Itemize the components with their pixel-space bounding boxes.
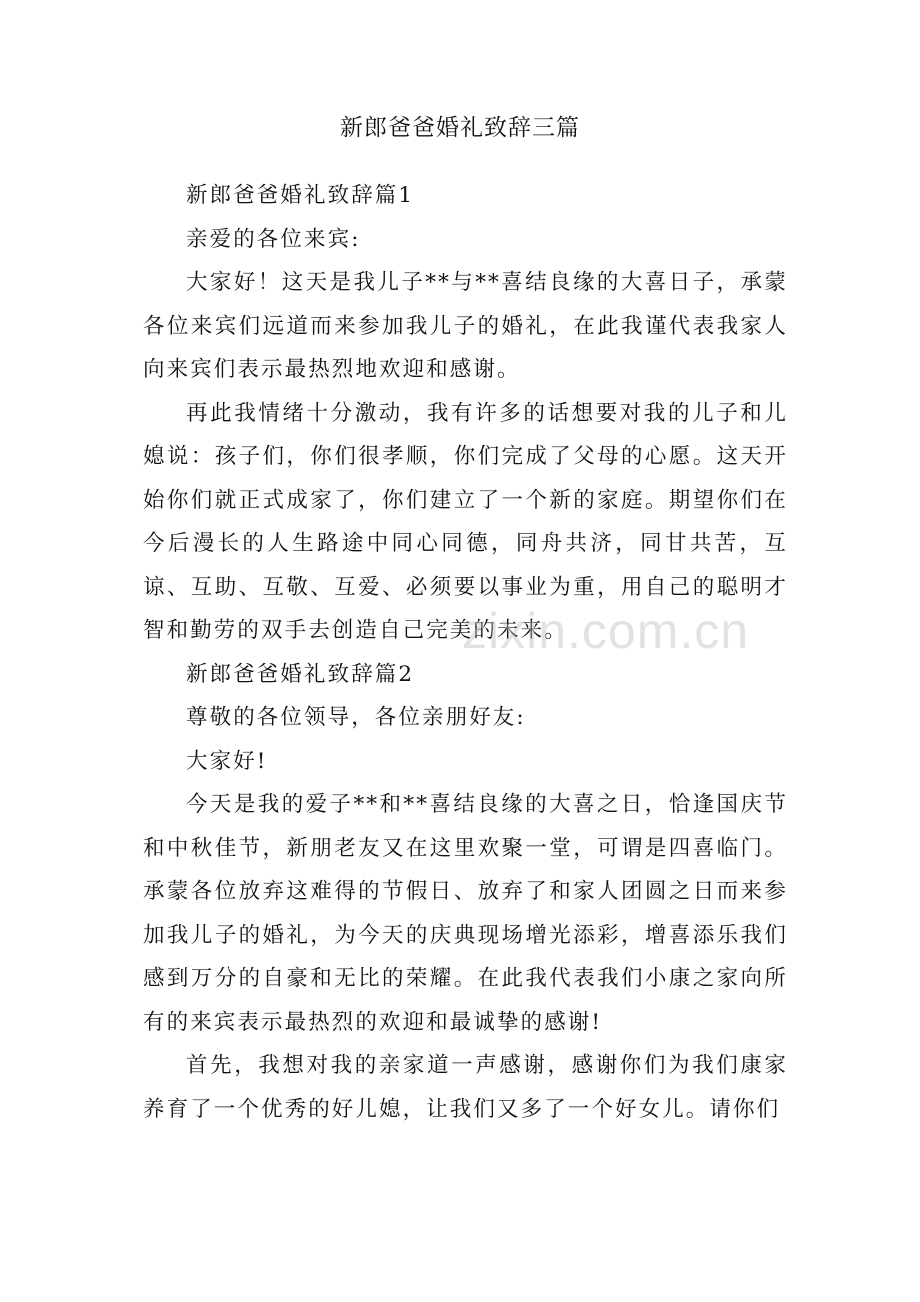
paragraph: 再此我情绪十分激动，我有许多的话想要对我的儿子和儿媳说：孩子们，你们很孝顺，你们完成了父母的心愿。这天开始你们就正式成家了，你们建立了一个新的家庭。期望你们在今后漫长的人生路途中同心同德，同舟共济，同甘共苦，互谅、互助、互敬、互爱、必须要以事业为重，用自己的聪明才智和勤劳的双手去创造自己完美的未来。 — [143, 400, 788, 643]
document-title: 新郎爸爸婚礼致辞三篇 — [340, 115, 580, 141]
section-heading-2: 新郎爸爸婚礼致辞篇2 — [186, 661, 415, 687]
document-body — [143, 174, 788, 1131]
paragraph: 首先，我想对我的亲家道一声感谢，感谢你们为我们康家养育了一个优秀的好儿媳，让我们又多了一个好女儿。请你们 — [143, 1053, 788, 1122]
salutation: 尊敬的各位领导，各位亲朋好友: — [186, 705, 526, 730]
watermark: zixin.com.cn — [462, 603, 750, 659]
paragraph: 大家好！这天是我儿子**与**喜结良缘的大喜日子，承蒙各位来宾们远道而来参加我儿子的婚礼，在此我谨代表我家人向来宾们表示最热烈地欢迎和感谢。 — [143, 270, 788, 382]
section-heading-1: 新郎爸爸婚礼致辞篇1 — [186, 183, 415, 208]
salutation: 亲爱的各位来宾: — [186, 226, 361, 252]
greeting: 大家好! — [186, 748, 268, 774]
paragraph: 今天是我的爱子**和**喜结良缘的大喜之日，恰逢国庆节和中秋佳节，新朋老友又在这里欢聚一堂，可谓是四喜临门。承蒙各位放弃这难得的节假日、放弃了和家人团圆之日而来参加我儿子的婚礼，为今天的庆典现场增光添彩，增喜添乐我们感到万分的自豪和无比的荣耀。在此我代表我们小康之家向所有的来宾表示最热烈的欢迎和最诚挚的感谢! — [143, 792, 788, 1035]
